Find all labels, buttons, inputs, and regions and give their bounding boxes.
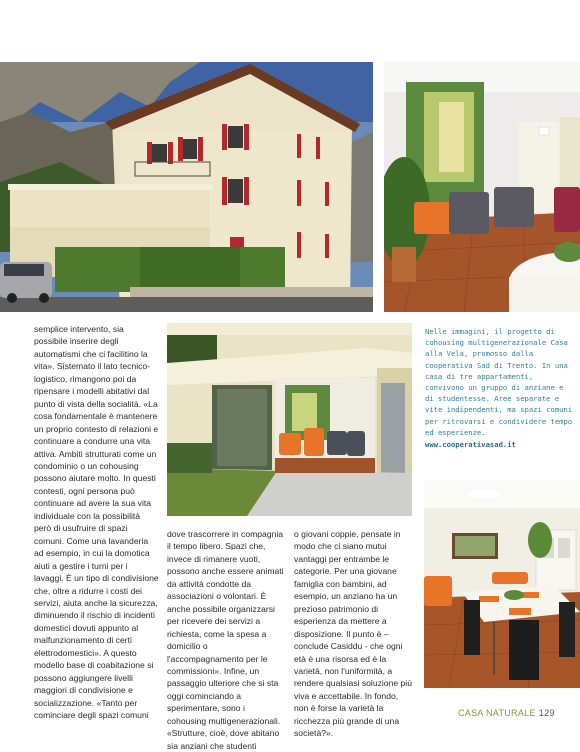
column-2 (167, 528, 285, 752)
column-3 (294, 528, 412, 740)
caption-url[interactable]: www.cooperativasad.it (425, 440, 516, 450)
caption-text: Nelle immagini, il progetto di cohousing multigenerazionale Casa alla Vela, promosso dalla cooperativa Sad di Trento. In una casa di tre appartamenti, convivono un gruppo di anziane e di studentesse. Aree separate e vite indipendenti, ma spazi comuni per ritrovarsi e condividere tempo ed esperienze. (425, 327, 573, 437)
photo-caption (425, 326, 575, 450)
page-footer (458, 708, 555, 718)
column-3-text: o giovani coppie, pensate in modo che ci siano mutui vantaggi per entrambe le categorie. Per una giovane famiglia con bambini, ad esempio, un anziano ha un prezioso patrimonio di esperienza da mettere a disposizione. Il punto è – conclude Casiddu - che ogni età è una risorsa ed è la varietà, non l'uniformità, a rendere qualsiasi soluzione più viva e accettabile. In fondo, non è forse la varietà la ricchezza più grande di una società?». (294, 529, 413, 739)
column-1 (34, 323, 159, 722)
magazine-name: CASA NATURALE (458, 708, 536, 718)
page-number: 129 (538, 708, 555, 718)
terrace-photo (167, 323, 412, 516)
column-1-text: semplice intervento, sia possibile inserire degli automatismi che ci facilitino la vita». Sistemato il lato tecnico-logistico, rimangono poi da ripensare i modelli abitativi dal punto di vista della socialità. «La cosa fondamentale è mantenere un proprio contesto di relazioni e continuare a condurre una vita attiva. Ambiti strutturati come un condominio o un cohousing possono aiutare molto. In questi contesti, ogni persona può continuare ad avere la sua vita individuale con la possibilità però di usufruire di spazi comuni. Come una lavanderia ad esempio, in cui la domotica aiuti a gestire i turni per i lavaggi. È un tipo di condivisione che, oltre a ridurre i costi dei servizi, aiuta anche la sicurezza, diminuendo il rischio di incidenti domestici dovuti appunto al malfunzionamento di certi elettrodomestici». A questo modello base di coabitazione si possono aggiungere livelli maggiori di condivisione e socializzazione. «Tanto per cominciare degli spazi comuni (34, 324, 159, 721)
living-room-photo (384, 62, 580, 312)
dining-room-photo (424, 480, 580, 688)
house-photo (0, 62, 373, 312)
column-2-text: dove trascorrere in compagnia il tempo libero. Spazi che, invece di rimanere vuoti, possono anche essere animati da attività condotte da associazioni o volontari. È anche possibile organizzarsi per ricevere dei servizi a richiesta, come la spesa a domicilio o l'accompagnamento per le commissioni». Infine, un passaggio ulteriore che si sta oggi cominciando a sperimentare, sono i cohousing multigenerazionali. «Strutture, cioè, dove abitano sia anziani che studenti (167, 529, 284, 751)
